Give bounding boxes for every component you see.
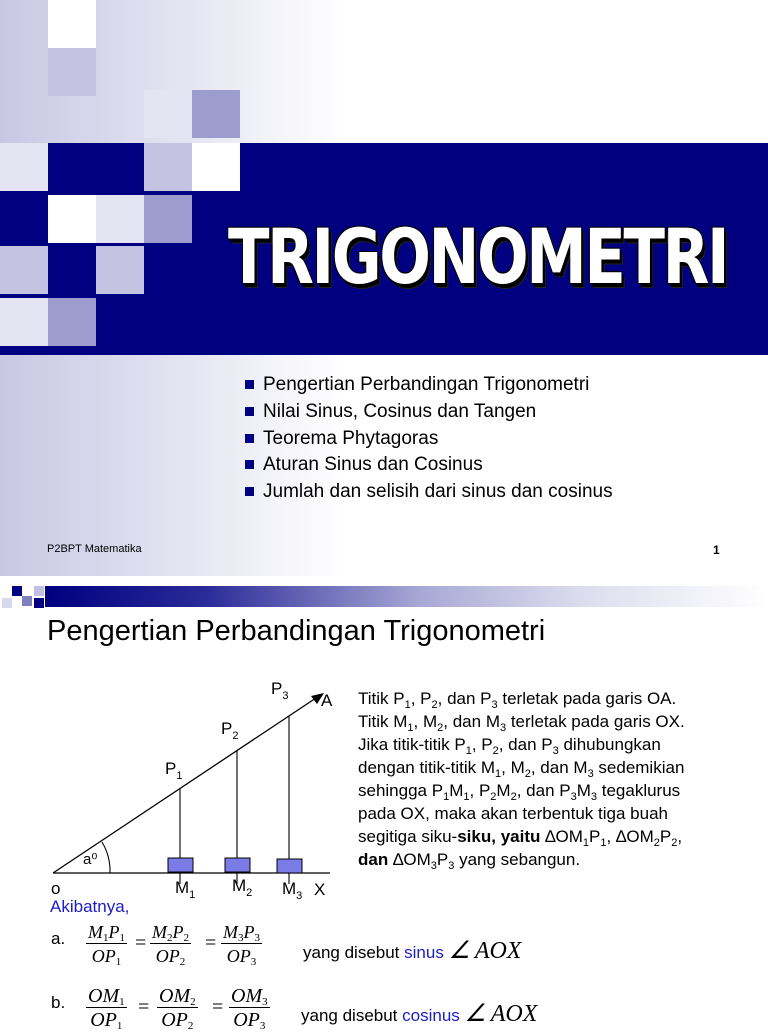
paragraph-line: Titik $M_1$, $M_2$, dan $M_3$ terletak pada garis OX. xyxy=(358,712,685,734)
topic-item xyxy=(245,399,613,426)
fraction-sin-2: $\frac{M_2P_2}{OP_2}$ xyxy=(152,922,189,968)
header-bar xyxy=(45,586,768,607)
ray-oa xyxy=(53,696,319,873)
equals-sign: = xyxy=(138,996,150,1018)
right-angle-marker xyxy=(168,858,193,872)
square-bullet-icon xyxy=(245,460,254,469)
label-x: X xyxy=(314,880,326,899)
label-p3: $P_3$ xyxy=(271,679,289,702)
paragraph-line: segitiga siku-siku, yaitu $\Delta OM_1P_1$, $\Delta OM_2P_2$, xyxy=(358,827,683,849)
topic-list xyxy=(245,372,613,506)
fraction-sin-3: $\frac{M_3P_3}{OP_3}$ xyxy=(223,922,260,968)
cosinus-term: cosinus xyxy=(402,1006,460,1025)
angle-icon: ∠ xyxy=(464,1001,487,1027)
equals-sign: = xyxy=(135,932,147,954)
deco-square xyxy=(48,195,96,243)
deco-square xyxy=(192,143,240,191)
deco-square xyxy=(96,195,144,243)
square-bullet-icon xyxy=(245,380,254,389)
topic-item xyxy=(245,479,613,506)
fraction-sin-1: $\frac{M_1P_1}{OP_1}$ xyxy=(88,922,125,968)
deco-square xyxy=(144,143,192,191)
topic-text: Nilai Sinus, Cosinus dan Tangen xyxy=(263,400,537,422)
deco-square xyxy=(0,246,48,294)
paragraph-line: dengan titik-titik $M_1$, $M_2$, dan $M_3$ sedemikian xyxy=(358,758,685,780)
topic-item xyxy=(245,452,613,479)
label-o: o xyxy=(51,879,61,898)
label-m2: $M_2$ xyxy=(232,876,253,899)
deco-pixel xyxy=(22,596,32,606)
label-m1: $M_1$ xyxy=(175,878,196,901)
deco-square xyxy=(0,298,48,346)
explanation-paragraph xyxy=(358,687,758,871)
deco-square xyxy=(0,143,48,191)
sinus-definition: yang disebut sinus ∠ AOX xyxy=(303,938,522,964)
topic-text: Aturan Sinus dan Cosinus xyxy=(263,454,483,476)
angle-arc xyxy=(102,842,110,873)
deco-square xyxy=(96,246,144,294)
content-slide xyxy=(0,576,768,1032)
fraction-cos-3: $\frac{OM_3}{OP_3}$ xyxy=(231,985,268,1032)
deco-pixel xyxy=(2,598,12,608)
equals-sign: = xyxy=(205,932,217,954)
equals-sign: = xyxy=(212,996,224,1018)
square-bullet-icon xyxy=(245,434,254,443)
label-a: A xyxy=(321,691,333,710)
formula-a-label: a. xyxy=(51,929,66,948)
paragraph-line: sehingga $P_1M_1$, $P_2M_2$, dan $P_3M_3$ tegaklurus xyxy=(358,781,681,803)
deco-square xyxy=(48,48,96,96)
deco-pixel xyxy=(34,586,44,596)
paragraph-line: Titik $P_1$, $P_2$, dan $P_3$ terletak pada garis OA. xyxy=(358,689,677,711)
angle-icon: ∠ xyxy=(448,938,471,964)
page-number: 1 xyxy=(713,543,720,557)
topic-text: Teorema Phytagoras xyxy=(263,427,439,449)
deco-square xyxy=(48,298,96,346)
paragraph-line: Jika titik-titik $P_1$, $P_2$, dan $P_3$ dihubungkan xyxy=(358,735,661,757)
square-bullet-icon xyxy=(245,487,254,496)
sinus-term: sinus xyxy=(404,943,444,962)
topic-text: Pengertian Perbandingan Trigonometri xyxy=(263,374,590,395)
footer-label: P2BPT Matematika xyxy=(47,543,142,555)
label-angle: a⁰ xyxy=(83,851,98,868)
paragraph-line: dan $\Delta OM_3P_3$ yang sebangun. xyxy=(358,850,581,872)
right-angle-marker xyxy=(277,859,302,873)
right-angle-marker xyxy=(225,858,250,872)
fraction-cos-1: $\frac{OM_1}{OP_1}$ xyxy=(88,985,125,1032)
deco-square xyxy=(48,0,96,48)
label-m3: $M_3$ xyxy=(282,879,303,902)
topic-text: Jumlah dan selisih dari sinus dan cosinus xyxy=(263,481,613,503)
slide-heading: Pengertian Perbandingan Trigonometri xyxy=(47,615,546,647)
paragraph-line: pada OX, maka akan terbentuk tiga buah xyxy=(358,804,668,823)
deco-square xyxy=(144,195,192,243)
deco-square xyxy=(192,90,240,138)
label-p2: $P_2$ xyxy=(221,719,239,742)
deco-pixel xyxy=(34,598,44,608)
fraction-cos-2: $\frac{OM_2}{OP_2}$ xyxy=(159,985,196,1032)
triangle-diagram xyxy=(45,676,345,906)
formula-b-label: b. xyxy=(51,993,66,1012)
square-bullet-icon xyxy=(245,407,254,416)
topic-item xyxy=(245,372,613,399)
cosinus-definition: yang disebut cosinus ∠ AOX xyxy=(301,1001,538,1027)
deco-pixel xyxy=(12,586,22,596)
label-p1: $P_1$ xyxy=(165,759,183,782)
consequence-label: Akibatnya, xyxy=(50,897,130,916)
deco-square xyxy=(144,90,192,138)
topic-item xyxy=(245,426,613,453)
slide-title: TRIGONOMETRI xyxy=(228,212,728,301)
